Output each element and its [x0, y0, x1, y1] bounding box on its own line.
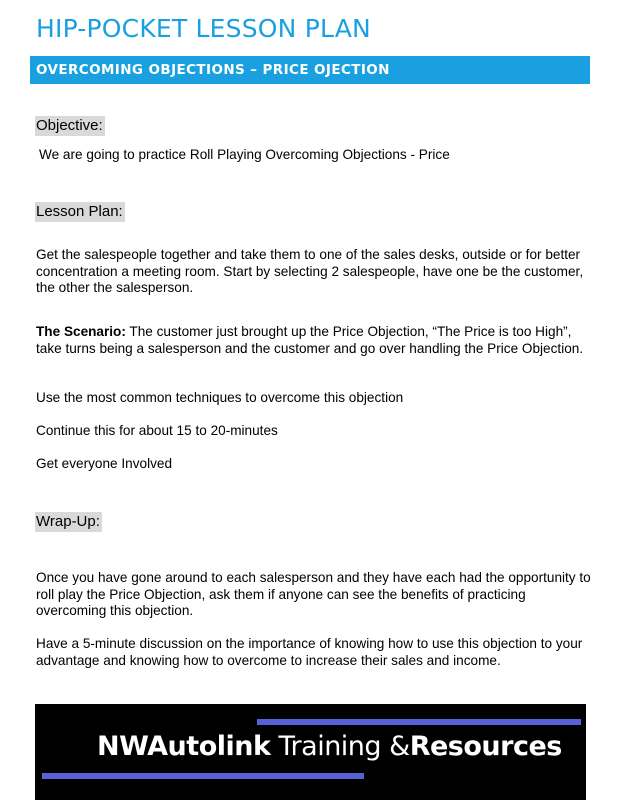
scenario-text: The customer just brought up the Price Objection, “The Price is too High”, take turns being a salesperson and the customer and go over handling the Price Objection.: [36, 324, 584, 356]
lesson-plan-intro: Get the salespeople together and take them to one of the sales desks, outside or for better concentration a meeting room. Start by selecting 2 salespeople, have one be the customer, the other the salesperson.: [36, 247, 584, 295]
scenario-label: The Scenario:: [36, 324, 126, 339]
lesson-step-3: Get everyone Involved: [36, 456, 173, 471]
logo-wordmark: [97, 731, 562, 762]
logo-brand: NWAutolink: [97, 731, 271, 762]
footer-logo: [35, 704, 586, 800]
objective-text: We are going to practice Roll Playing Overcoming Objections - Price: [39, 147, 450, 162]
wrap-up-heading: Wrap-Up:: [36, 513, 100, 530]
banner-text: OVERCOMING OBJECTIONS – PRICE OJECTION: [36, 62, 390, 78]
logo-accent-bar-top: [257, 719, 581, 725]
title-banner: [30, 56, 590, 84]
scenario-paragraph: [36, 324, 591, 357]
logo-resources: Resources: [409, 731, 562, 762]
lesson-step-1: Use the most common techniques to overcome this objection: [36, 390, 404, 405]
logo-accent-bar-bottom: [42, 773, 364, 779]
wrap-up-paragraph-1: Once you have gone around to each salesperson and they have each had the opportunity to roll play the Price Objection, ask them if anyone can see the benefits of practicing overcoming this objection.: [36, 570, 591, 618]
document-title: HIP-POCKET LESSON PLAN: [36, 14, 371, 43]
objective-heading: Objective:: [36, 117, 103, 134]
wrap-up-paragraph-2: Have a 5-minute discussion on the importance of knowing how to use this objection to your advantage and knowing how to overcome to increase their sales and income.: [36, 636, 583, 668]
logo-training: Training &: [270, 731, 410, 762]
lesson-step-2: Continue this for about 15 to 20-minutes: [36, 423, 278, 438]
lesson-plan-heading: Lesson Plan:: [36, 203, 123, 220]
